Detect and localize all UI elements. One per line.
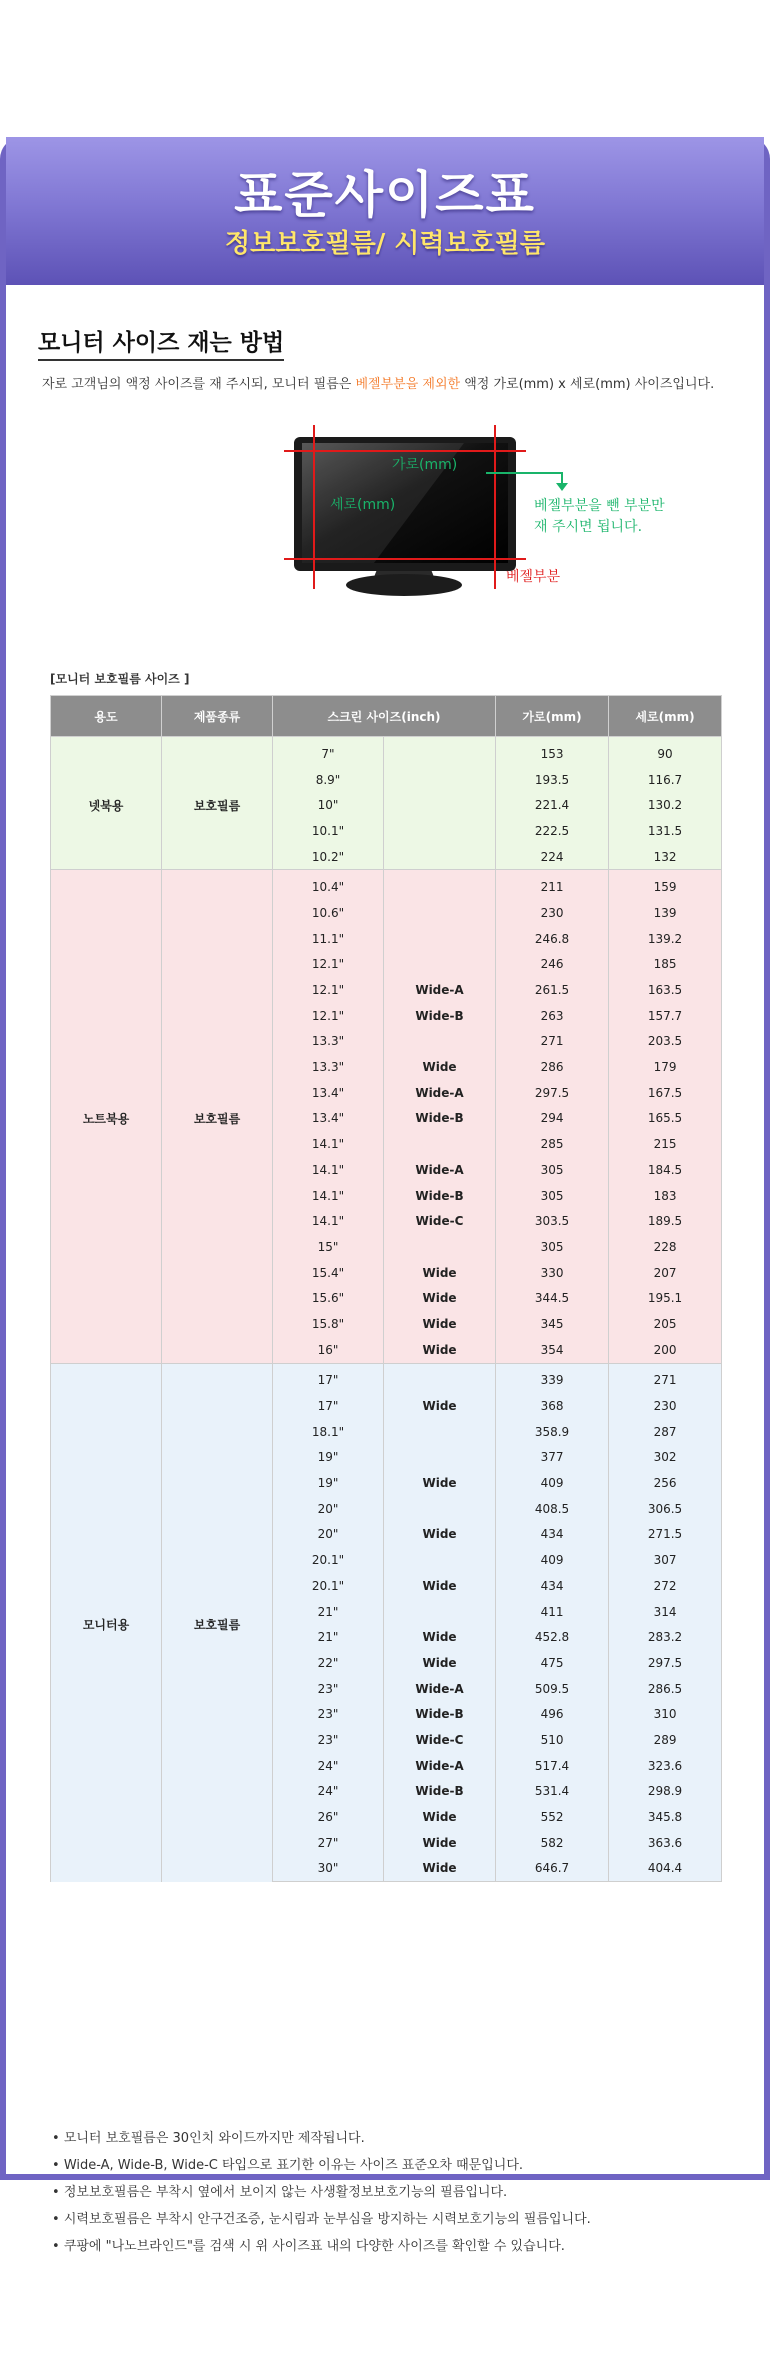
height-cell: 230 — [609, 1393, 722, 1419]
type-cell: Wide-B — [384, 1779, 496, 1805]
size-cell: 23" — [273, 1676, 384, 1702]
size-cell: 24" — [273, 1779, 384, 1805]
size-cell: 12.1" — [273, 977, 384, 1003]
height-cell: 159 — [609, 870, 722, 900]
type-cell: Wide-A — [384, 1080, 496, 1106]
width-cell: 246 — [496, 952, 609, 978]
type-cell — [384, 1234, 496, 1260]
width-cell: 294 — [496, 1106, 609, 1132]
header-height: 세로(mm) — [609, 696, 722, 737]
type-cell: Wide — [384, 1337, 496, 1363]
title-banner — [6, 137, 764, 285]
header-product: 제품종류 — [162, 696, 273, 737]
header-width: 가로(mm) — [496, 696, 609, 737]
height-cell: 116.7 — [609, 767, 722, 793]
bezel-label: 베젤부분 — [506, 569, 561, 585]
type-cell — [384, 767, 496, 793]
size-chart-panel — [0, 137, 770, 2254]
type-cell — [384, 844, 496, 870]
width-cell: 339 — [496, 1363, 609, 1393]
size-cell: 23" — [273, 1701, 384, 1727]
height-cell: 132 — [609, 844, 722, 870]
notes-list — [52, 2125, 591, 2260]
width-cell: 330 — [496, 1260, 609, 1286]
width-cell: 246.8 — [496, 926, 609, 952]
height-label: 세로(mm) — [330, 497, 396, 513]
type-cell — [384, 870, 496, 900]
width-cell: 358.9 — [496, 1419, 609, 1445]
height-cell: 131.5 — [609, 818, 722, 844]
width-cell: 411 — [496, 1599, 609, 1625]
monitor-illustration — [264, 417, 684, 637]
type-cell: Wide — [384, 1054, 496, 1080]
width-cell: 153 — [496, 737, 609, 767]
type-cell: Wide — [384, 1804, 496, 1830]
size-table — [50, 695, 722, 1882]
width-cell: 531.4 — [496, 1779, 609, 1805]
size-cell: 27" — [273, 1830, 384, 1856]
width-cell: 368 — [496, 1393, 609, 1419]
size-cell: 16" — [273, 1337, 384, 1363]
width-cell: 305 — [496, 1157, 609, 1183]
width-cell: 409 — [496, 1470, 609, 1496]
height-cell: 272 — [609, 1573, 722, 1599]
height-cell: 323.6 — [609, 1753, 722, 1779]
size-cell: 20.1" — [273, 1547, 384, 1573]
height-cell: 165.5 — [609, 1106, 722, 1132]
page-subtitle: 정보보호필름/ 시력보호필름 — [225, 229, 545, 259]
type-cell — [384, 818, 496, 844]
page-title: 표준사이즈표 — [234, 166, 536, 224]
width-cell: 263 — [496, 1003, 609, 1029]
height-cell: 183 — [609, 1183, 722, 1209]
height-cell: 179 — [609, 1054, 722, 1080]
height-cell: 139.2 — [609, 926, 722, 952]
height-cell: 189.5 — [609, 1208, 722, 1234]
width-cell: 434 — [496, 1573, 609, 1599]
table-caption: [모니터 보호필름 사이즈 ] — [50, 672, 190, 686]
type-cell — [384, 952, 496, 978]
width-cell: 261.5 — [496, 977, 609, 1003]
product-cell: 보호필름 — [162, 870, 273, 1363]
height-cell: 163.5 — [609, 977, 722, 1003]
height-cell: 286.5 — [609, 1676, 722, 1702]
size-cell: 23" — [273, 1727, 384, 1753]
bezel-note-line2: 재 주시면 됩니다. — [534, 519, 643, 535]
size-cell: 13.4" — [273, 1080, 384, 1106]
height-cell: 271.5 — [609, 1522, 722, 1548]
header-screen-size: 스크린 사이즈(inch) — [273, 696, 496, 737]
width-cell: 434 — [496, 1522, 609, 1548]
height-cell: 289 — [609, 1727, 722, 1753]
desc-text: 자로 고객님의 액정 사이즈를 재 주시되, 모니터 필름은 — [42, 377, 356, 392]
height-cell: 228 — [609, 1234, 722, 1260]
height-cell: 205 — [609, 1311, 722, 1337]
table-row — [51, 870, 722, 900]
type-cell: Wide — [384, 1285, 496, 1311]
type-cell: Wide-C — [384, 1727, 496, 1753]
usage-cell: 모니터용 — [51, 1363, 162, 1882]
type-cell — [384, 1547, 496, 1573]
height-cell: 363.6 — [609, 1830, 722, 1856]
width-cell: 408.5 — [496, 1496, 609, 1522]
type-cell: Wide — [384, 1650, 496, 1676]
type-cell: Wide-B — [384, 1183, 496, 1209]
size-cell: 20" — [273, 1522, 384, 1548]
height-cell: 184.5 — [609, 1157, 722, 1183]
width-cell: 286 — [496, 1054, 609, 1080]
size-cell: 12.1" — [273, 1003, 384, 1029]
size-cell: 19" — [273, 1445, 384, 1471]
width-cell: 354 — [496, 1337, 609, 1363]
desc-text-end: 액정 가로(mm) x 세로(mm) 사이즈입니다. — [460, 377, 715, 392]
height-cell: 139 — [609, 900, 722, 926]
height-cell: 195.1 — [609, 1285, 722, 1311]
size-cell: 15.4" — [273, 1260, 384, 1286]
size-cell: 24" — [273, 1753, 384, 1779]
size-cell: 13.3" — [273, 1054, 384, 1080]
type-cell: Wide-C — [384, 1208, 496, 1234]
note-item: • Wide-A, Wide-B, Wide-C 타입으로 표기한 이유는 사이즈 표준오차 때문입니다. — [52, 2152, 591, 2179]
width-label: 가로(mm) — [392, 457, 458, 473]
width-cell: 409 — [496, 1547, 609, 1573]
width-cell: 271 — [496, 1029, 609, 1055]
type-cell — [384, 1029, 496, 1055]
size-cell: 15.6" — [273, 1285, 384, 1311]
width-cell: 344.5 — [496, 1285, 609, 1311]
type-cell — [384, 900, 496, 926]
table-header-row — [51, 696, 722, 737]
usage-cell: 노트북용 — [51, 870, 162, 1363]
height-cell: 200 — [609, 1337, 722, 1363]
type-cell: Wide-A — [384, 977, 496, 1003]
measure-description — [42, 373, 714, 392]
height-cell: 307 — [609, 1547, 722, 1573]
type-cell: Wide — [384, 1522, 496, 1548]
header-usage: 용도 — [51, 696, 162, 737]
width-cell: 303.5 — [496, 1208, 609, 1234]
width-cell: 193.5 — [496, 767, 609, 793]
width-cell: 221.4 — [496, 792, 609, 818]
size-cell: 10.6" — [273, 900, 384, 926]
size-cell: 14.1" — [273, 1208, 384, 1234]
size-cell: 20.1" — [273, 1573, 384, 1599]
product-cell: 보호필름 — [162, 737, 273, 870]
size-cell: 10" — [273, 792, 384, 818]
type-cell: Wide — [384, 1573, 496, 1599]
width-cell: 297.5 — [496, 1080, 609, 1106]
height-cell: 302 — [609, 1445, 722, 1471]
type-cell — [384, 1445, 496, 1471]
type-cell: Wide — [384, 1393, 496, 1419]
size-cell: 10.1" — [273, 818, 384, 844]
type-cell: Wide — [384, 1311, 496, 1337]
type-cell: Wide-A — [384, 1753, 496, 1779]
size-cell: 17" — [273, 1393, 384, 1419]
type-cell — [384, 792, 496, 818]
width-cell: 509.5 — [496, 1676, 609, 1702]
width-cell: 211 — [496, 870, 609, 900]
type-cell — [384, 1363, 496, 1393]
note-item: • 정보보호필름은 부착시 옆에서 보이지 않는 사생활정보보호기능의 필름입니다. — [52, 2179, 591, 2206]
height-cell: 345.8 — [609, 1804, 722, 1830]
height-cell: 167.5 — [609, 1080, 722, 1106]
section-title: 모니터 사이즈 재는 방법 — [38, 324, 284, 361]
width-cell: 475 — [496, 1650, 609, 1676]
width-cell: 377 — [496, 1445, 609, 1471]
type-cell — [384, 1496, 496, 1522]
size-cell: 14.1" — [273, 1157, 384, 1183]
size-cell: 14.1" — [273, 1131, 384, 1157]
height-cell: 271 — [609, 1363, 722, 1393]
width-cell: 305 — [496, 1183, 609, 1209]
type-cell: Wide-B — [384, 1003, 496, 1029]
size-cell: 8.9" — [273, 767, 384, 793]
type-cell: Wide-B — [384, 1106, 496, 1132]
size-cell: 21" — [273, 1599, 384, 1625]
height-cell: 287 — [609, 1419, 722, 1445]
type-cell — [384, 737, 496, 767]
size-cell: 15" — [273, 1234, 384, 1260]
height-cell: 314 — [609, 1599, 722, 1625]
usage-cell: 넷북용 — [51, 737, 162, 870]
type-cell: Wide — [384, 1470, 496, 1496]
width-cell: 510 — [496, 1727, 609, 1753]
type-cell: Wide — [384, 1624, 496, 1650]
note-item: • 쿠팡에 "나노브라인드"를 검색 시 위 사이즈표 내의 다양한 사이즈를 확인할 수 있습니다. — [52, 2233, 591, 2260]
height-cell: 215 — [609, 1131, 722, 1157]
size-cell: 30" — [273, 1856, 384, 1882]
size-cell: 10.4" — [273, 870, 384, 900]
height-cell: 207 — [609, 1260, 722, 1286]
size-cell: 18.1" — [273, 1419, 384, 1445]
type-cell: Wide — [384, 1830, 496, 1856]
table-row — [51, 737, 722, 767]
height-cell: 185 — [609, 952, 722, 978]
desc-highlight: 베젤부분을 제외한 — [355, 377, 461, 392]
height-cell: 203.5 — [609, 1029, 722, 1055]
type-cell: Wide — [384, 1856, 496, 1882]
table-row — [51, 1363, 722, 1393]
width-cell: 230 — [496, 900, 609, 926]
type-cell: Wide-B — [384, 1701, 496, 1727]
width-cell: 285 — [496, 1131, 609, 1157]
height-cell: 130.2 — [609, 792, 722, 818]
height-cell: 256 — [609, 1470, 722, 1496]
size-cell: 26" — [273, 1804, 384, 1830]
type-cell — [384, 1599, 496, 1625]
width-cell: 224 — [496, 844, 609, 870]
width-cell: 452.8 — [496, 1624, 609, 1650]
type-cell: Wide-A — [384, 1157, 496, 1183]
height-cell: 404.4 — [609, 1856, 722, 1882]
type-cell: Wide — [384, 1260, 496, 1286]
size-cell: 13.3" — [273, 1029, 384, 1055]
product-cell: 보호필름 — [162, 1363, 273, 1882]
width-cell: 345 — [496, 1311, 609, 1337]
type-cell — [384, 1419, 496, 1445]
size-cell: 19" — [273, 1470, 384, 1496]
size-cell: 13.4" — [273, 1106, 384, 1132]
width-cell: 552 — [496, 1804, 609, 1830]
width-cell: 582 — [496, 1830, 609, 1856]
type-cell — [384, 1131, 496, 1157]
note-item: • 모니터 보호필름은 30인치 와이드까지만 제작됩니다. — [52, 2125, 591, 2152]
width-cell: 305 — [496, 1234, 609, 1260]
size-cell: 15.8" — [273, 1311, 384, 1337]
width-cell: 646.7 — [496, 1856, 609, 1882]
size-cell: 17" — [273, 1363, 384, 1393]
height-cell: 157.7 — [609, 1003, 722, 1029]
height-cell: 297.5 — [609, 1650, 722, 1676]
height-cell: 298.9 — [609, 1779, 722, 1805]
height-cell: 306.5 — [609, 1496, 722, 1522]
size-cell: 21" — [273, 1624, 384, 1650]
size-cell: 12.1" — [273, 952, 384, 978]
size-cell: 22" — [273, 1650, 384, 1676]
size-cell: 14.1" — [273, 1183, 384, 1209]
type-cell — [384, 926, 496, 952]
width-cell: 496 — [496, 1701, 609, 1727]
size-cell: 7" — [273, 737, 384, 767]
height-cell: 90 — [609, 737, 722, 767]
width-cell: 517.4 — [496, 1753, 609, 1779]
height-cell: 283.2 — [609, 1624, 722, 1650]
width-cell: 222.5 — [496, 818, 609, 844]
size-cell: 10.2" — [273, 844, 384, 870]
size-cell: 11.1" — [273, 926, 384, 952]
note-item: • 시력보호필름은 부착시 안구건조증, 눈시림과 눈부심을 방지하는 시력보호기능의 필름입니다. — [52, 2206, 591, 2233]
size-cell: 20" — [273, 1496, 384, 1522]
height-cell: 310 — [609, 1701, 722, 1727]
type-cell: Wide-A — [384, 1676, 496, 1702]
bezel-note-line1: 베젤부분을 뺀 부분만 — [534, 498, 665, 514]
